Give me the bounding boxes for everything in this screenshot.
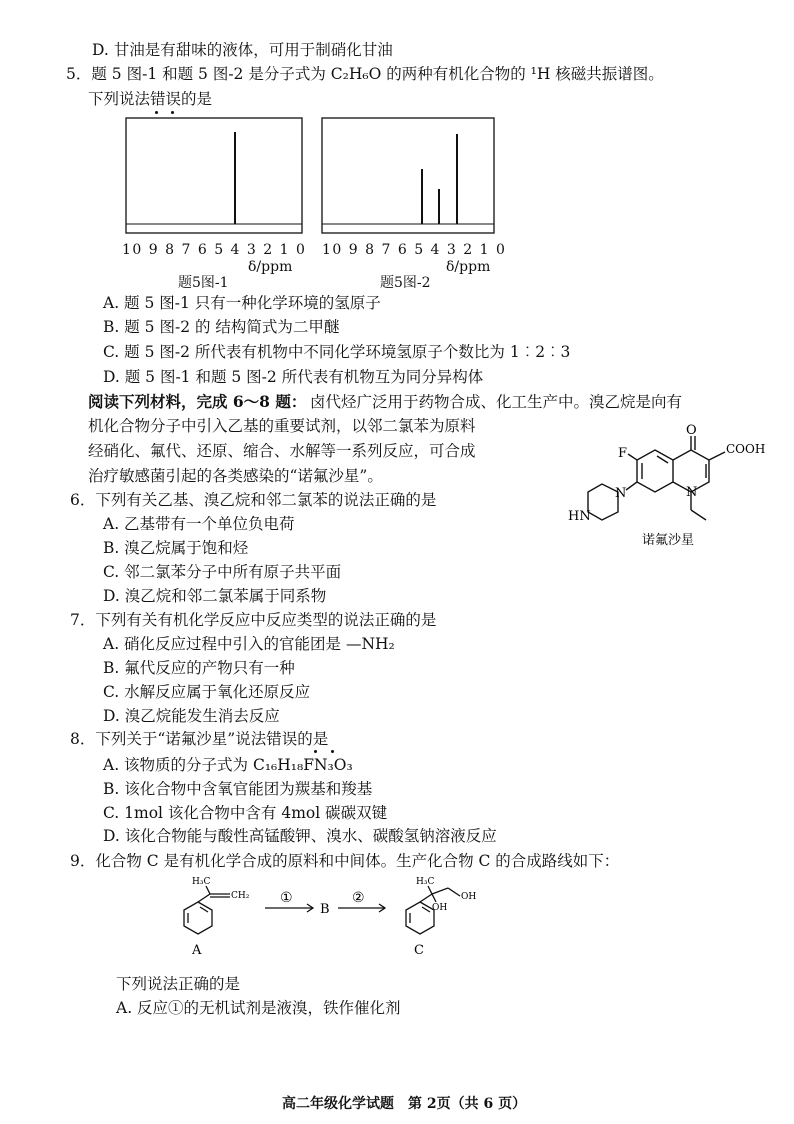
page-footer: 高二年级化学试题 第 2页（共 6 页） xyxy=(282,1096,527,1112)
cooh-label: COOH xyxy=(726,442,766,456)
synthesis-scheme xyxy=(170,872,530,962)
q8-option-c: C. 1mol 该化合物中含有 4mol 碳碳双键 xyxy=(103,804,388,822)
norfloxacin-structure xyxy=(560,420,770,550)
reading-line-4: 治疗敏感菌引起的各类感染的“诺氟沙星”。 xyxy=(88,467,383,485)
hn-label: HN xyxy=(568,509,591,524)
q7-option-b: B. 氟代反应的产物只有一种 xyxy=(103,659,295,677)
reading-line-3: 经硝化、氟代、还原、缩合、水解等一系列反应，可合成 xyxy=(88,442,476,460)
emphasis-dot xyxy=(331,750,334,753)
q5-option-b: B. 题 5 图-2 的 结构简式为二甲醚 xyxy=(103,318,340,336)
nitrogen-label: N xyxy=(615,486,627,501)
reading-line-2: 机化合物分子中引入乙基的重要试剂，以邻二氯苯为原料 xyxy=(88,417,476,435)
q9-option-a: A. 反应①的无机试剂是液溴，铁作催化剂 xyxy=(116,999,401,1017)
reading-lead: 阅读下列材料，完成 6～8 题： xyxy=(88,392,307,411)
q5-option-c: C. 题 5 图-2 所代表有机物中不同化学环境氢原子个数比为 1︰2︰3 xyxy=(103,343,571,361)
q6-option-b: B. 溴乙烷属于饱和烃 xyxy=(103,539,249,557)
nmr2-caption: 题5图-2 xyxy=(380,275,431,291)
compound-b-label: B xyxy=(320,902,330,917)
q5-option-a: A. 题 5 图-1 只有一种化学环境的氢原子 xyxy=(103,294,381,312)
q8-option-d: D. 该化合物能与酸性高锰酸钾、溴水、碳酸氢钠溶液反应 xyxy=(103,827,497,845)
nmr-spectrum-2 xyxy=(316,114,502,239)
q8-option-b: B. 该化合物中含氧官能团为羰基和羧基 xyxy=(103,780,373,798)
emphasis-dot xyxy=(314,750,317,753)
q6-option-c: C. 邻二氯苯分子中所有原子共平面 xyxy=(103,563,342,581)
ch3-label: H₃C xyxy=(416,877,435,887)
q9-prompt: 下列说法正确的是 xyxy=(116,975,241,993)
step-1-label: ① xyxy=(280,890,293,906)
step-2-label: ② xyxy=(352,890,365,906)
q6-option-a: A. 乙基带有一个单位负电荷 xyxy=(103,515,295,533)
oxygen-label: O xyxy=(686,423,697,438)
compound-c-label: C xyxy=(414,943,424,958)
q7-option-c: C. 水解反应属于氧化还原反应 xyxy=(103,683,311,701)
q6-option-d: D. 溴乙烷和邻二氯苯属于同系物 xyxy=(103,587,327,605)
q5-option-d: D. 题 5 图-1 和题 5 图-2 所代表有机物互为同分异构体 xyxy=(103,368,484,386)
ch2-label: CH₂ xyxy=(231,891,250,901)
nitrogen-label: N xyxy=(686,485,698,500)
nmr2-unit: δ/ppm xyxy=(446,259,491,275)
reading-line-1: 卤代烃广泛用于药物合成、化工生产中。溴乙烷是向有 xyxy=(310,393,683,411)
nmr1-tick-labels: 10 9 8 7 6 5 4 3 2 1 0 xyxy=(122,242,307,258)
q4-option-d: D. 甘油是有甜味的液体，可用于制硝化甘油 xyxy=(92,41,393,59)
q6-stem: 6．下列有关乙基、溴乙烷和邻二氯苯的说法正确的是 xyxy=(70,491,437,509)
q5-stem: 5．题 5 图-1 和题 5 图-2 是分子式为 C₂H₆O 的两种有机化合物的 ¹H 核磁共振谱图。 xyxy=(66,65,664,83)
structure-caption: 诺氟沙星 xyxy=(642,533,695,548)
nmr-spectrum-1 xyxy=(120,114,310,239)
q9-stem: 9．化合物 C 是有机化学合成的原料和中间体。生产化合物 C 的合成路线如下： xyxy=(70,852,620,870)
fluorine-label: F xyxy=(618,446,628,461)
q8-option-a: A. 该物质的分子式为 C₁₆H₁₈FN₃O₃ xyxy=(103,756,353,774)
nmr1-unit: δ/ppm xyxy=(248,259,293,275)
oh-label: OH xyxy=(432,903,448,913)
q5-prompt: 下列说法错误的是 xyxy=(88,90,213,108)
oh-label: OH xyxy=(461,892,477,902)
q8-stem: 8．下列关于“诺氟沙星”说法错误的是 xyxy=(70,730,329,748)
ch3-label: H₃C xyxy=(192,877,211,887)
q7-stem: 7．下列有关有机化学反应中反应类型的说法正确的是 xyxy=(70,611,437,629)
compound-a-label: A xyxy=(192,943,202,958)
nmr2-tick-labels: 10 9 8 7 6 5 4 3 2 1 0 xyxy=(322,242,507,258)
q7-option-a: A. 硝化反应过程中引入的官能团是 —NH₂ xyxy=(103,635,395,653)
nmr1-caption: 题5图-1 xyxy=(178,275,229,291)
q7-option-d: D. 溴乙烷能发生消去反应 xyxy=(103,707,280,725)
